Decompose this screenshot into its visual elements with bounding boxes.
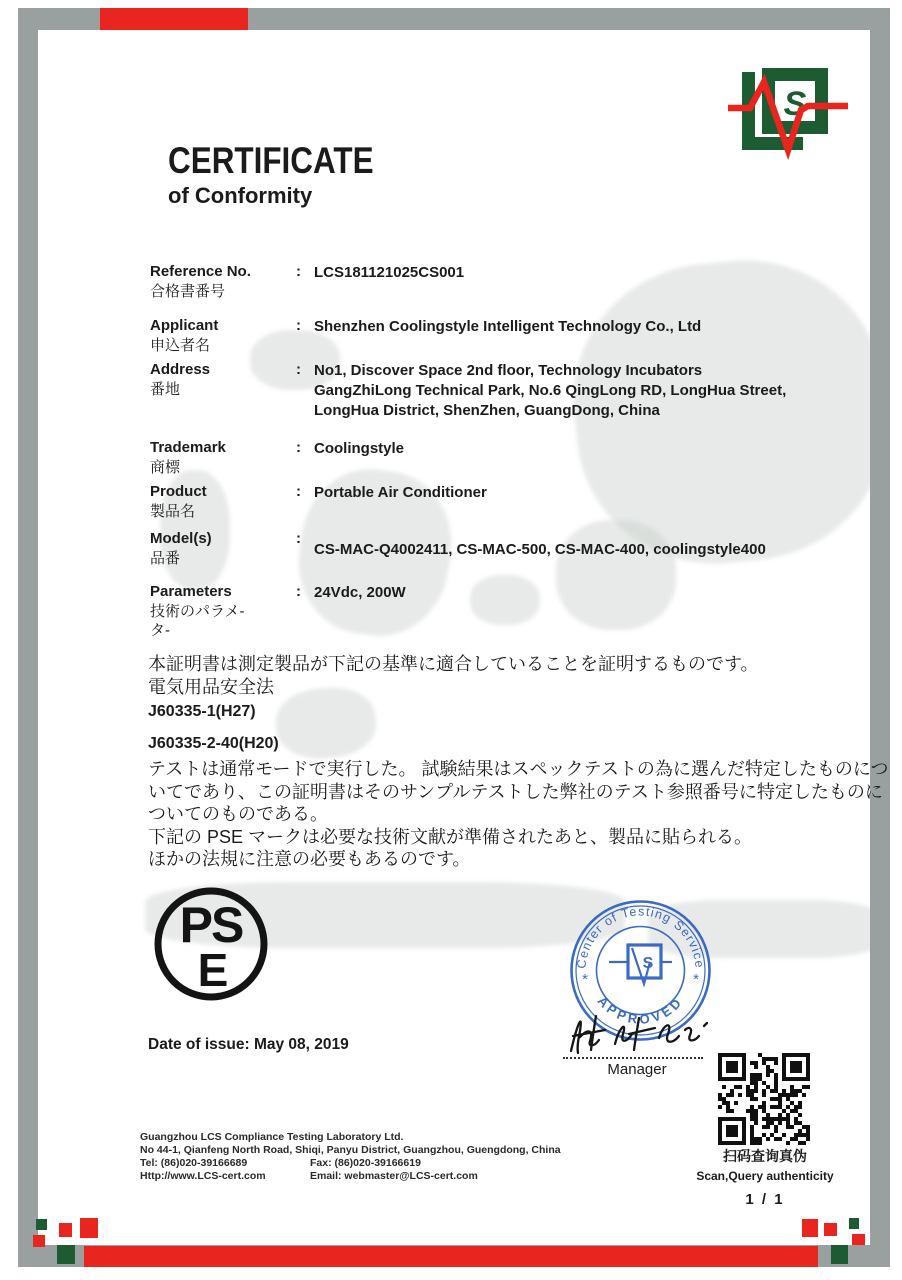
page-number: 1 / 1: [745, 1191, 785, 1208]
field-trademark: [150, 439, 880, 477]
qr-caption-en: Scan,Query authenticity: [696, 1169, 834, 1183]
field-product: [150, 483, 880, 521]
logo-letter: S: [783, 85, 807, 123]
deco-red-bar-bottom: [84, 1246, 818, 1267]
remarks-line-4: 下記の PSE マークは必要な技術文献が準備されたあと、製品に貼られる。: [148, 826, 753, 847]
conformity-statement: [148, 653, 759, 754]
footer-email: Email: webmaster@LCS-cert.com: [310, 1170, 478, 1182]
field-label-en: Trademark: [150, 439, 226, 456]
field-value: Coolingstyle: [314, 440, 405, 457]
field-value: Shenzhen Coolingstyle Intelligent Technology Co., Ltd: [314, 318, 702, 335]
pse-mark-graphic: [152, 885, 270, 1003]
deco-square-red: [59, 1223, 72, 1237]
field-label-en: Reference No.: [150, 263, 251, 280]
lcs-logo-graphic: [728, 62, 850, 160]
address-line-3: LongHua District, ShenZhen, GuangDong, China: [314, 402, 660, 419]
qr-code: [718, 1053, 810, 1145]
statement-line-2: 電気用品安全法: [148, 676, 274, 697]
deco-square-red: [80, 1218, 98, 1238]
field-label-en: Product: [150, 483, 207, 500]
footer-web-email: [140, 1170, 620, 1183]
field-applicant: [150, 317, 880, 355]
manager-signature: [563, 1005, 713, 1060]
footer: [140, 1131, 620, 1183]
field-label-jp: 番地: [150, 381, 181, 398]
qr-code-graphic: [718, 1053, 810, 1145]
field-address: [150, 361, 880, 419]
pse-mark: [152, 885, 270, 1003]
lcs-logo: [728, 62, 850, 160]
standard-1: J60335-1(H27): [148, 703, 256, 720]
statement-line-1: 本証明書は測定製品が下記の基準に適合していることを証明するものです。: [148, 654, 759, 674]
footer-web: Http://www.LCS-cert.com: [140, 1170, 266, 1182]
address-line-2: GangZhiLong Technical Park, No.6 QingLong RD, LongHua Street,: [314, 382, 787, 399]
field-reference: [150, 263, 880, 301]
field-label-en: Address: [150, 361, 211, 378]
field-label-jp: 技術のパラメ-: [150, 603, 245, 620]
field-label-jp2: タ-: [150, 622, 170, 639]
deco-square-red: [852, 1234, 865, 1245]
stamp-inner-logo: [609, 945, 672, 984]
deco-red-block-top: [100, 8, 248, 30]
stamp-arc-bottom-text: APPROVED: [594, 993, 687, 1027]
title-sub: of Conformity: [168, 183, 313, 208]
remarks-line-5: ほかの法規に注意の必要もあるのです。: [148, 849, 471, 869]
deco-square-red: [802, 1219, 818, 1237]
deco-square-green: [57, 1245, 75, 1264]
field-label-jp: 合格書番号: [150, 283, 226, 300]
stamp-logo-letter: S: [642, 955, 654, 972]
field-label-jp: 品番: [150, 550, 181, 567]
stamp-star-right: *: [693, 971, 699, 988]
deco-square-green: [36, 1219, 47, 1230]
address-line-1: No1, Discover Space 2nd floor, Technology Incubators: [314, 362, 703, 379]
field-label-en: Model(s): [150, 530, 212, 547]
field-label-jp: 製品名: [150, 503, 196, 520]
remarks-block: [148, 758, 888, 871]
standard-2: J60335-2-40(H20): [148, 735, 279, 752]
field-label-jp: 申込者名: [150, 337, 211, 354]
footer-address: No 44-1, Qianfeng North Road, Shiqi, Panyu District, Guangzhou, Guengdong, China: [140, 1144, 561, 1156]
field-label-jp: 商標: [150, 459, 181, 476]
stamp-star-left: *: [582, 971, 588, 988]
footer-tel-fax: [140, 1157, 620, 1170]
title-main: CERTIFICATE: [168, 140, 374, 181]
remarks-line-2: いてであり、この証明書はそのサンプルテストした弊社のテスト参照番号に特定したものに: [148, 781, 883, 802]
qr-captions: [690, 1146, 840, 1208]
footer-tel: Tel: (86)020-39166689: [140, 1157, 248, 1169]
colon-separator: :: [296, 583, 301, 600]
field-value: [314, 361, 874, 421]
field-value: 24Vdc, 200W: [314, 584, 406, 601]
deco-square-red: [824, 1223, 837, 1236]
colon-separator: :: [296, 361, 301, 378]
field-label-en: Applicant: [150, 317, 219, 334]
colon-separator: :: [296, 317, 301, 334]
field-value: Portable Air Conditioner: [314, 484, 487, 501]
colon-separator: :: [296, 439, 301, 456]
remarks-line-3: ついてのものである。: [148, 804, 328, 824]
field-parameters: [150, 583, 880, 640]
deco-square-green: [831, 1245, 848, 1264]
document-title: [168, 142, 410, 209]
frame-left-bar: [18, 8, 38, 1267]
signature-graphic: [563, 1005, 713, 1060]
field-value: CS-MAC-Q4002411, CS-MAC-500, CS-MAC-400, coolingstyle400: [314, 541, 766, 558]
footer-company: Guangzhou LCS Compliance Testing Laboratory Ltd.: [140, 1131, 404, 1143]
signature-line: [563, 1057, 703, 1059]
field-label-en: Parameters: [150, 583, 232, 600]
stamp-arc-top-text: Center of Testing Service: [574, 904, 707, 970]
deco-square-green: [849, 1218, 859, 1229]
remarks-line-1: テストは通常モードで実行した。 試験結果はスペックテストの為に選んだ特定したものにつ: [148, 759, 889, 779]
colon-separator: :: [296, 263, 301, 280]
footer-fax: Fax: (86)020-39166619: [310, 1157, 421, 1169]
signer-role: Manager: [607, 1061, 667, 1078]
date-of-issue: Date of issue: May 08, 2019: [148, 1036, 349, 1053]
colon-separator: :: [296, 483, 301, 500]
qr-caption-cn: 扫码查询真伪: [723, 1148, 807, 1164]
field-value: LCS181121025CS001: [314, 264, 465, 281]
colon-separator: :: [296, 530, 301, 547]
svg-text:Center of Testing Service: [574, 904, 706, 969]
deco-square-red: [33, 1235, 45, 1247]
pse-letters-top: PS: [179, 897, 243, 953]
field-models: [150, 530, 880, 568]
pse-letter-bottom: E: [197, 944, 229, 996]
